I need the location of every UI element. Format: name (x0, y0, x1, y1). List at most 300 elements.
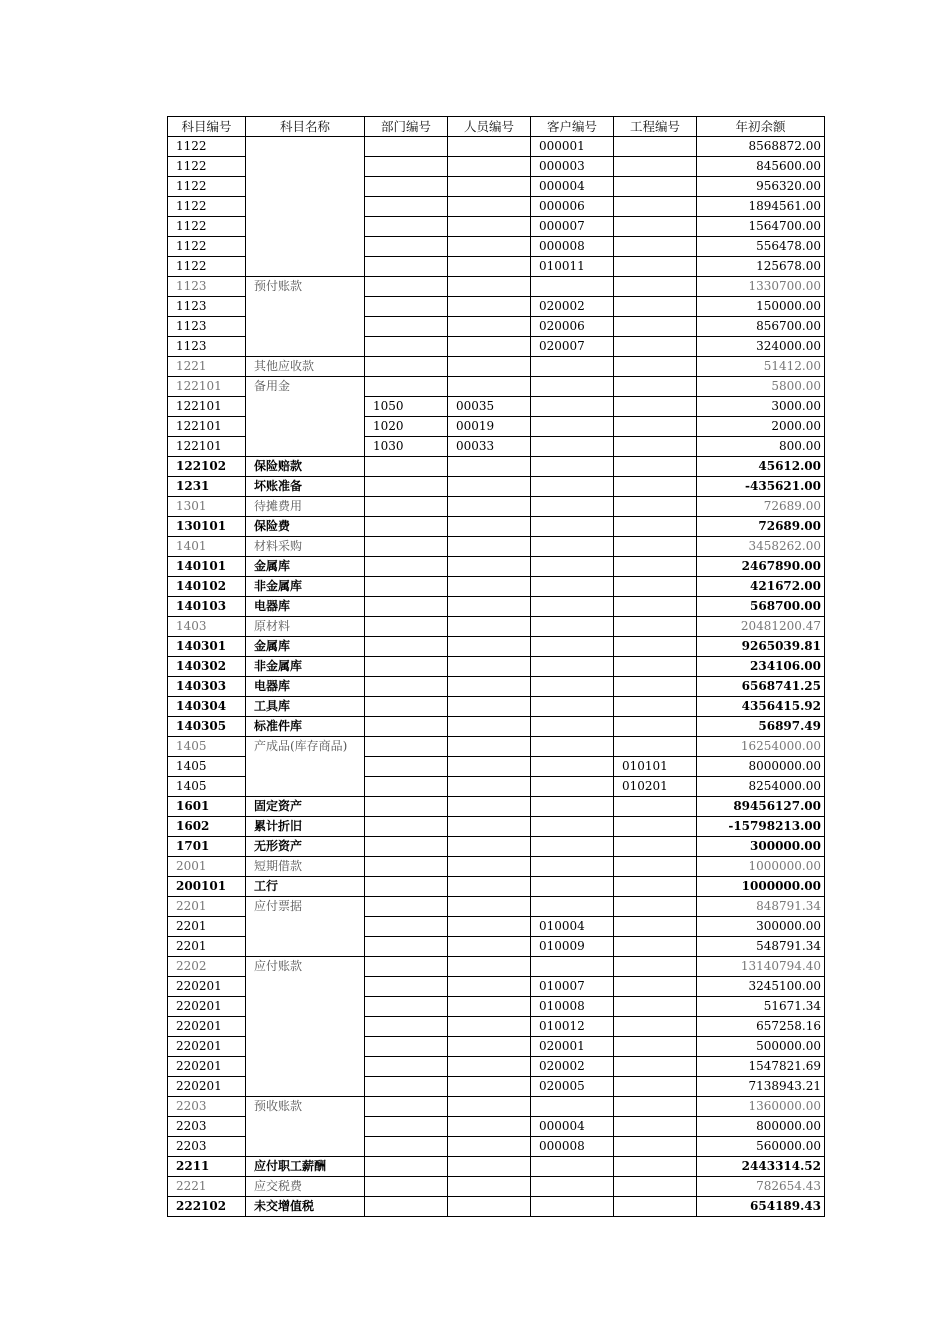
account-code-cell: 222102 (168, 1197, 246, 1217)
person-code-cell (448, 1017, 531, 1037)
table-row (168, 657, 825, 677)
account-code-cell: 2001 (168, 857, 246, 877)
table-row (168, 517, 825, 537)
opening-balance-cell: 72689.00 (697, 497, 825, 517)
person-code-cell (448, 337, 531, 357)
client-code-cell (531, 517, 614, 537)
project-code-cell (614, 437, 697, 457)
client-code-cell: 000004 (531, 177, 614, 197)
project-code-cell (614, 537, 697, 557)
project-code-cell (614, 637, 697, 657)
client-code-cell (531, 397, 614, 417)
opening-balance-cell: 1000000.00 (697, 857, 825, 877)
person-code-cell (448, 1097, 531, 1117)
person-code-cell (448, 557, 531, 577)
department-code-cell: 1020 (365, 417, 448, 437)
account-name-cell: 非金属库 (246, 577, 365, 597)
project-code-cell (614, 137, 697, 157)
account-code-cell: 1122 (168, 257, 246, 277)
client-code-cell (531, 1197, 614, 1217)
header-person-code: 人员编号 (448, 117, 531, 137)
account-name-cell: 应交税费 (246, 1177, 365, 1197)
person-code-cell (448, 517, 531, 537)
project-code-cell (614, 457, 697, 477)
project-code-cell (614, 357, 697, 377)
department-code-cell (365, 477, 448, 497)
account-code-cell: 1122 (168, 177, 246, 197)
client-code-cell (531, 677, 614, 697)
person-code-cell (448, 497, 531, 517)
account-code-cell: 2201 (168, 897, 246, 917)
account-code-cell: 2203 (168, 1117, 246, 1137)
account-code-cell: 140102 (168, 577, 246, 597)
person-code-cell (448, 1077, 531, 1097)
client-code-cell (531, 477, 614, 497)
opening-balance-cell: 72689.00 (697, 517, 825, 537)
project-code-cell (614, 517, 697, 537)
account-code-cell: 1701 (168, 837, 246, 857)
account-name-cell: 金属库 (246, 637, 365, 657)
person-code-cell: 00035 (448, 397, 531, 417)
opening-balance-cell: 657258.16 (697, 1017, 825, 1037)
department-code-cell (365, 777, 448, 797)
person-code-cell (448, 197, 531, 217)
project-code-cell (614, 877, 697, 897)
person-code-cell (448, 837, 531, 857)
table-row (168, 697, 825, 717)
client-code-cell (531, 437, 614, 457)
client-code-cell (531, 617, 614, 637)
account-name-cell: 应付职工薪酬 (246, 1157, 365, 1177)
project-code-cell (614, 677, 697, 697)
department-code-cell: 1050 (365, 397, 448, 417)
client-code-cell (531, 1157, 614, 1177)
opening-balance-cell: 45612.00 (697, 457, 825, 477)
person-code-cell (448, 217, 531, 237)
client-code-cell (531, 457, 614, 477)
table-row (168, 597, 825, 617)
table-row (168, 797, 825, 817)
header-opening-balance: 年初余额 (697, 117, 825, 137)
department-code-cell (365, 837, 448, 857)
account-code-cell: 122101 (168, 397, 246, 417)
department-code-cell (365, 157, 448, 177)
department-code-cell (365, 1057, 448, 1077)
person-code-cell (448, 577, 531, 597)
table-row (168, 617, 825, 637)
person-code-cell (448, 597, 531, 617)
client-code-cell: 000003 (531, 157, 614, 177)
client-code-cell (531, 1097, 614, 1117)
person-code-cell (448, 1157, 531, 1177)
person-code-cell (448, 617, 531, 637)
opening-balance-cell: 848791.34 (697, 897, 825, 917)
client-code-cell: 000008 (531, 237, 614, 257)
department-code-cell (365, 1037, 448, 1057)
account-code-cell: 140302 (168, 657, 246, 677)
department-code-cell (365, 237, 448, 257)
account-code-cell: 1401 (168, 537, 246, 557)
account-name-cell: 待摊费用 (246, 497, 365, 517)
department-code-cell (365, 337, 448, 357)
project-code-cell (614, 1157, 697, 1177)
client-code-cell (531, 417, 614, 437)
person-code-cell (448, 637, 531, 657)
opening-balance-cell: 500000.00 (697, 1037, 825, 1057)
opening-balance-cell: 51412.00 (697, 357, 825, 377)
department-code-cell (365, 317, 448, 337)
opening-balance-cell: 3458262.00 (697, 537, 825, 557)
table-row (168, 537, 825, 557)
account-name-cell: 材料采购 (246, 537, 365, 557)
person-code-cell: 00033 (448, 437, 531, 457)
person-code-cell (448, 717, 531, 737)
client-code-cell (531, 657, 614, 677)
department-code-cell (365, 1177, 448, 1197)
opening-balance-cell: 782654.43 (697, 1177, 825, 1197)
table-row (168, 817, 825, 837)
account-code-cell: 1221 (168, 357, 246, 377)
department-code-cell (365, 1197, 448, 1217)
client-code-cell: 010009 (531, 937, 614, 957)
opening-balance-cell: 1564700.00 (697, 217, 825, 237)
opening-balance-cell: 16254000.00 (697, 737, 825, 757)
project-code-cell (614, 957, 697, 977)
opening-balance-cell: 324000.00 (697, 337, 825, 357)
account-code-cell: 1123 (168, 317, 246, 337)
project-code-cell: 010201 (614, 777, 697, 797)
person-code-cell (448, 297, 531, 317)
project-code-cell (614, 1177, 697, 1197)
department-code-cell (365, 557, 448, 577)
account-code-cell: 1405 (168, 757, 246, 777)
account-name-cell: 预收账款 (246, 1097, 365, 1157)
table-row (168, 877, 825, 897)
table-row (168, 277, 825, 297)
account-name-cell: 电器库 (246, 677, 365, 697)
opening-balance-cell: 568700.00 (697, 597, 825, 617)
client-code-cell: 000004 (531, 1117, 614, 1137)
department-code-cell (365, 217, 448, 237)
account-name-cell: 非金属库 (246, 657, 365, 677)
person-code-cell (448, 1177, 531, 1197)
opening-balance-cell: 300000.00 (697, 917, 825, 937)
department-code-cell (365, 657, 448, 677)
project-code-cell (614, 337, 697, 357)
account-code-cell: 220201 (168, 977, 246, 997)
department-code-cell (365, 257, 448, 277)
account-code-cell: 140304 (168, 697, 246, 717)
opening-balance-cell: 3000.00 (697, 397, 825, 417)
account-code-cell: 122101 (168, 417, 246, 437)
person-code-cell (448, 357, 531, 377)
project-code-cell (614, 277, 697, 297)
account-name-cell: 应付账款 (246, 957, 365, 1097)
department-code-cell (365, 897, 448, 917)
department-code-cell (365, 377, 448, 397)
account-code-cell: 220201 (168, 1037, 246, 1057)
project-code-cell (614, 577, 697, 597)
opening-balance-cell: 800.00 (697, 437, 825, 457)
account-name-cell (246, 137, 365, 277)
client-code-cell: 010012 (531, 1017, 614, 1037)
project-code-cell (614, 997, 697, 1017)
account-code-cell: 1122 (168, 137, 246, 157)
department-code-cell (365, 677, 448, 697)
department-code-cell (365, 357, 448, 377)
department-code-cell (365, 637, 448, 657)
person-code-cell (448, 277, 531, 297)
table-row (168, 477, 825, 497)
account-name-cell: 金属库 (246, 557, 365, 577)
department-code-cell (365, 1017, 448, 1037)
client-code-cell (531, 277, 614, 297)
client-code-cell: 010004 (531, 917, 614, 937)
client-code-cell: 020007 (531, 337, 614, 357)
department-code-cell (365, 737, 448, 757)
account-code-cell: 1122 (168, 237, 246, 257)
project-code-cell (614, 797, 697, 817)
person-code-cell (448, 997, 531, 1017)
table-row (168, 737, 825, 757)
person-code-cell (448, 1197, 531, 1217)
table-row (168, 497, 825, 517)
account-code-cell: 1122 (168, 197, 246, 217)
project-code-cell (614, 917, 697, 937)
project-code-cell (614, 157, 697, 177)
opening-balance-cell: -15798213.00 (697, 817, 825, 837)
opening-balance-cell: 1547821.69 (697, 1057, 825, 1077)
account-name-cell: 坏账准备 (246, 477, 365, 497)
opening-balance-cell: 2443314.52 (697, 1157, 825, 1177)
account-code-cell: 1602 (168, 817, 246, 837)
account-name-cell: 工具库 (246, 697, 365, 717)
client-code-cell: 020001 (531, 1037, 614, 1057)
table-row (168, 897, 825, 917)
project-code-cell (614, 837, 697, 857)
person-code-cell (448, 977, 531, 997)
client-code-cell (531, 797, 614, 817)
opening-balance-cell: 2467890.00 (697, 557, 825, 577)
client-code-cell (531, 357, 614, 377)
account-code-cell: 122101 (168, 437, 246, 457)
project-code-cell (614, 1057, 697, 1077)
client-code-cell (531, 737, 614, 757)
opening-balance-cell: 556478.00 (697, 237, 825, 257)
opening-balance-cell: 1000000.00 (697, 877, 825, 897)
opening-balance-cell: 6568741.25 (697, 677, 825, 697)
account-code-cell: 2203 (168, 1137, 246, 1157)
table-row (168, 1197, 825, 1217)
table-row (168, 717, 825, 737)
account-code-cell: 2202 (168, 957, 246, 977)
project-code-cell (614, 217, 697, 237)
opening-balance-cell: 1330700.00 (697, 277, 825, 297)
person-code-cell (448, 677, 531, 697)
account-code-cell: 140305 (168, 717, 246, 737)
header-project-code: 工程编号 (614, 117, 697, 137)
project-code-cell (614, 937, 697, 957)
opening-balance-cell: 89456127.00 (697, 797, 825, 817)
account-name-cell: 保险赔款 (246, 457, 365, 477)
table-row (168, 1177, 825, 1197)
account-name-cell: 备用金 (246, 377, 365, 457)
department-code-cell (365, 877, 448, 897)
department-code-cell (365, 177, 448, 197)
person-code-cell (448, 817, 531, 837)
project-code-cell (614, 1077, 697, 1097)
opening-balance-cell: 421672.00 (697, 577, 825, 597)
opening-balance-cell: 234106.00 (697, 657, 825, 677)
opening-balance-cell: 8000000.00 (697, 757, 825, 777)
client-code-cell (531, 877, 614, 897)
project-code-cell (614, 857, 697, 877)
person-code-cell (448, 757, 531, 777)
account-code-cell: 1123 (168, 297, 246, 317)
account-code-cell: 140101 (168, 557, 246, 577)
client-code-cell: 000001 (531, 137, 614, 157)
opening-balance-cell: 125678.00 (697, 257, 825, 277)
account-code-cell: 1301 (168, 497, 246, 517)
opening-balance-table (167, 116, 825, 1217)
project-code-cell (614, 317, 697, 337)
account-code-cell: 220201 (168, 1057, 246, 1077)
project-code-cell (614, 1037, 697, 1057)
project-code-cell (614, 297, 697, 317)
opening-balance-cell: 3245100.00 (697, 977, 825, 997)
account-name-cell: 保险费 (246, 517, 365, 537)
client-code-cell (531, 717, 614, 737)
client-code-cell: 010007 (531, 977, 614, 997)
project-code-cell (614, 397, 697, 417)
account-code-cell: 1405 (168, 737, 246, 757)
account-code-cell: 140103 (168, 597, 246, 617)
account-code-cell: 130101 (168, 517, 246, 537)
header-account-code: 科目编号 (168, 117, 246, 137)
department-code-cell (365, 617, 448, 637)
person-code-cell (448, 377, 531, 397)
project-code-cell (614, 557, 697, 577)
table-row (168, 1097, 825, 1117)
project-code-cell (614, 1017, 697, 1037)
header-department-code: 部门编号 (365, 117, 448, 137)
table-row (168, 357, 825, 377)
department-code-cell (365, 497, 448, 517)
client-code-cell (531, 857, 614, 877)
department-code-cell (365, 1157, 448, 1177)
department-code-cell (365, 297, 448, 317)
opening-balance-cell: 856700.00 (697, 317, 825, 337)
client-code-cell: 020005 (531, 1077, 614, 1097)
project-code-cell (614, 617, 697, 637)
client-code-cell: 020006 (531, 317, 614, 337)
department-code-cell (365, 1077, 448, 1097)
opening-balance-cell: 9265039.81 (697, 637, 825, 657)
account-code-cell: 1122 (168, 217, 246, 237)
department-code-cell (365, 517, 448, 537)
client-code-cell: 010011 (531, 257, 614, 277)
person-code-cell: 00019 (448, 417, 531, 437)
project-code-cell (614, 1197, 697, 1217)
department-code-cell (365, 697, 448, 717)
person-code-cell (448, 657, 531, 677)
table-row (168, 1157, 825, 1177)
person-code-cell (448, 257, 531, 277)
account-code-cell: 122102 (168, 457, 246, 477)
project-code-cell (614, 1137, 697, 1157)
client-code-cell (531, 537, 614, 557)
opening-balance-cell: 2000.00 (697, 417, 825, 437)
table-row (168, 677, 825, 697)
client-code-cell: 020002 (531, 1057, 614, 1077)
person-code-cell (448, 737, 531, 757)
opening-balance-cell: 13140794.40 (697, 957, 825, 977)
table-row (168, 557, 825, 577)
person-code-cell (448, 937, 531, 957)
account-code-cell: 1403 (168, 617, 246, 637)
department-code-cell (365, 997, 448, 1017)
department-code-cell (365, 757, 448, 777)
department-code-cell (365, 937, 448, 957)
client-code-cell (531, 497, 614, 517)
table-row (168, 457, 825, 477)
project-code-cell (614, 697, 697, 717)
account-code-cell: 220201 (168, 1077, 246, 1097)
client-code-cell: 000007 (531, 217, 614, 237)
department-code-cell (365, 597, 448, 617)
department-code-cell (365, 137, 448, 157)
client-code-cell (531, 637, 614, 657)
person-code-cell (448, 957, 531, 977)
department-code-cell (365, 1117, 448, 1137)
account-name-cell: 原材料 (246, 617, 365, 637)
account-name-cell: 累计折旧 (246, 817, 365, 837)
project-code-cell (614, 737, 697, 757)
opening-balance-cell: 150000.00 (697, 297, 825, 317)
client-code-cell (531, 1177, 614, 1197)
account-name-cell: 未交增值税 (246, 1197, 365, 1217)
project-code-cell (614, 417, 697, 437)
department-code-cell: 1030 (365, 437, 448, 457)
account-code-cell: 200101 (168, 877, 246, 897)
opening-balance-cell: 560000.00 (697, 1137, 825, 1157)
table-row (168, 577, 825, 597)
opening-balance-cell: 4356415.92 (697, 697, 825, 717)
person-code-cell (448, 457, 531, 477)
person-code-cell (448, 897, 531, 917)
person-code-cell (448, 917, 531, 937)
table-row (168, 137, 825, 157)
account-code-cell: 140303 (168, 677, 246, 697)
opening-balance-cell: -435621.00 (697, 477, 825, 497)
department-code-cell (365, 1097, 448, 1117)
person-code-cell (448, 1057, 531, 1077)
account-code-cell: 1405 (168, 777, 246, 797)
account-name-cell: 电器库 (246, 597, 365, 617)
person-code-cell (448, 317, 531, 337)
person-code-cell (448, 797, 531, 817)
opening-balance-cell: 7138943.21 (697, 1077, 825, 1097)
department-code-cell (365, 797, 448, 817)
account-code-cell: 122101 (168, 377, 246, 397)
person-code-cell (448, 1037, 531, 1057)
project-code-cell (614, 1097, 697, 1117)
client-code-cell (531, 817, 614, 837)
table-body (168, 137, 825, 1217)
project-code-cell (614, 237, 697, 257)
table-row (168, 637, 825, 657)
department-code-cell (365, 857, 448, 877)
